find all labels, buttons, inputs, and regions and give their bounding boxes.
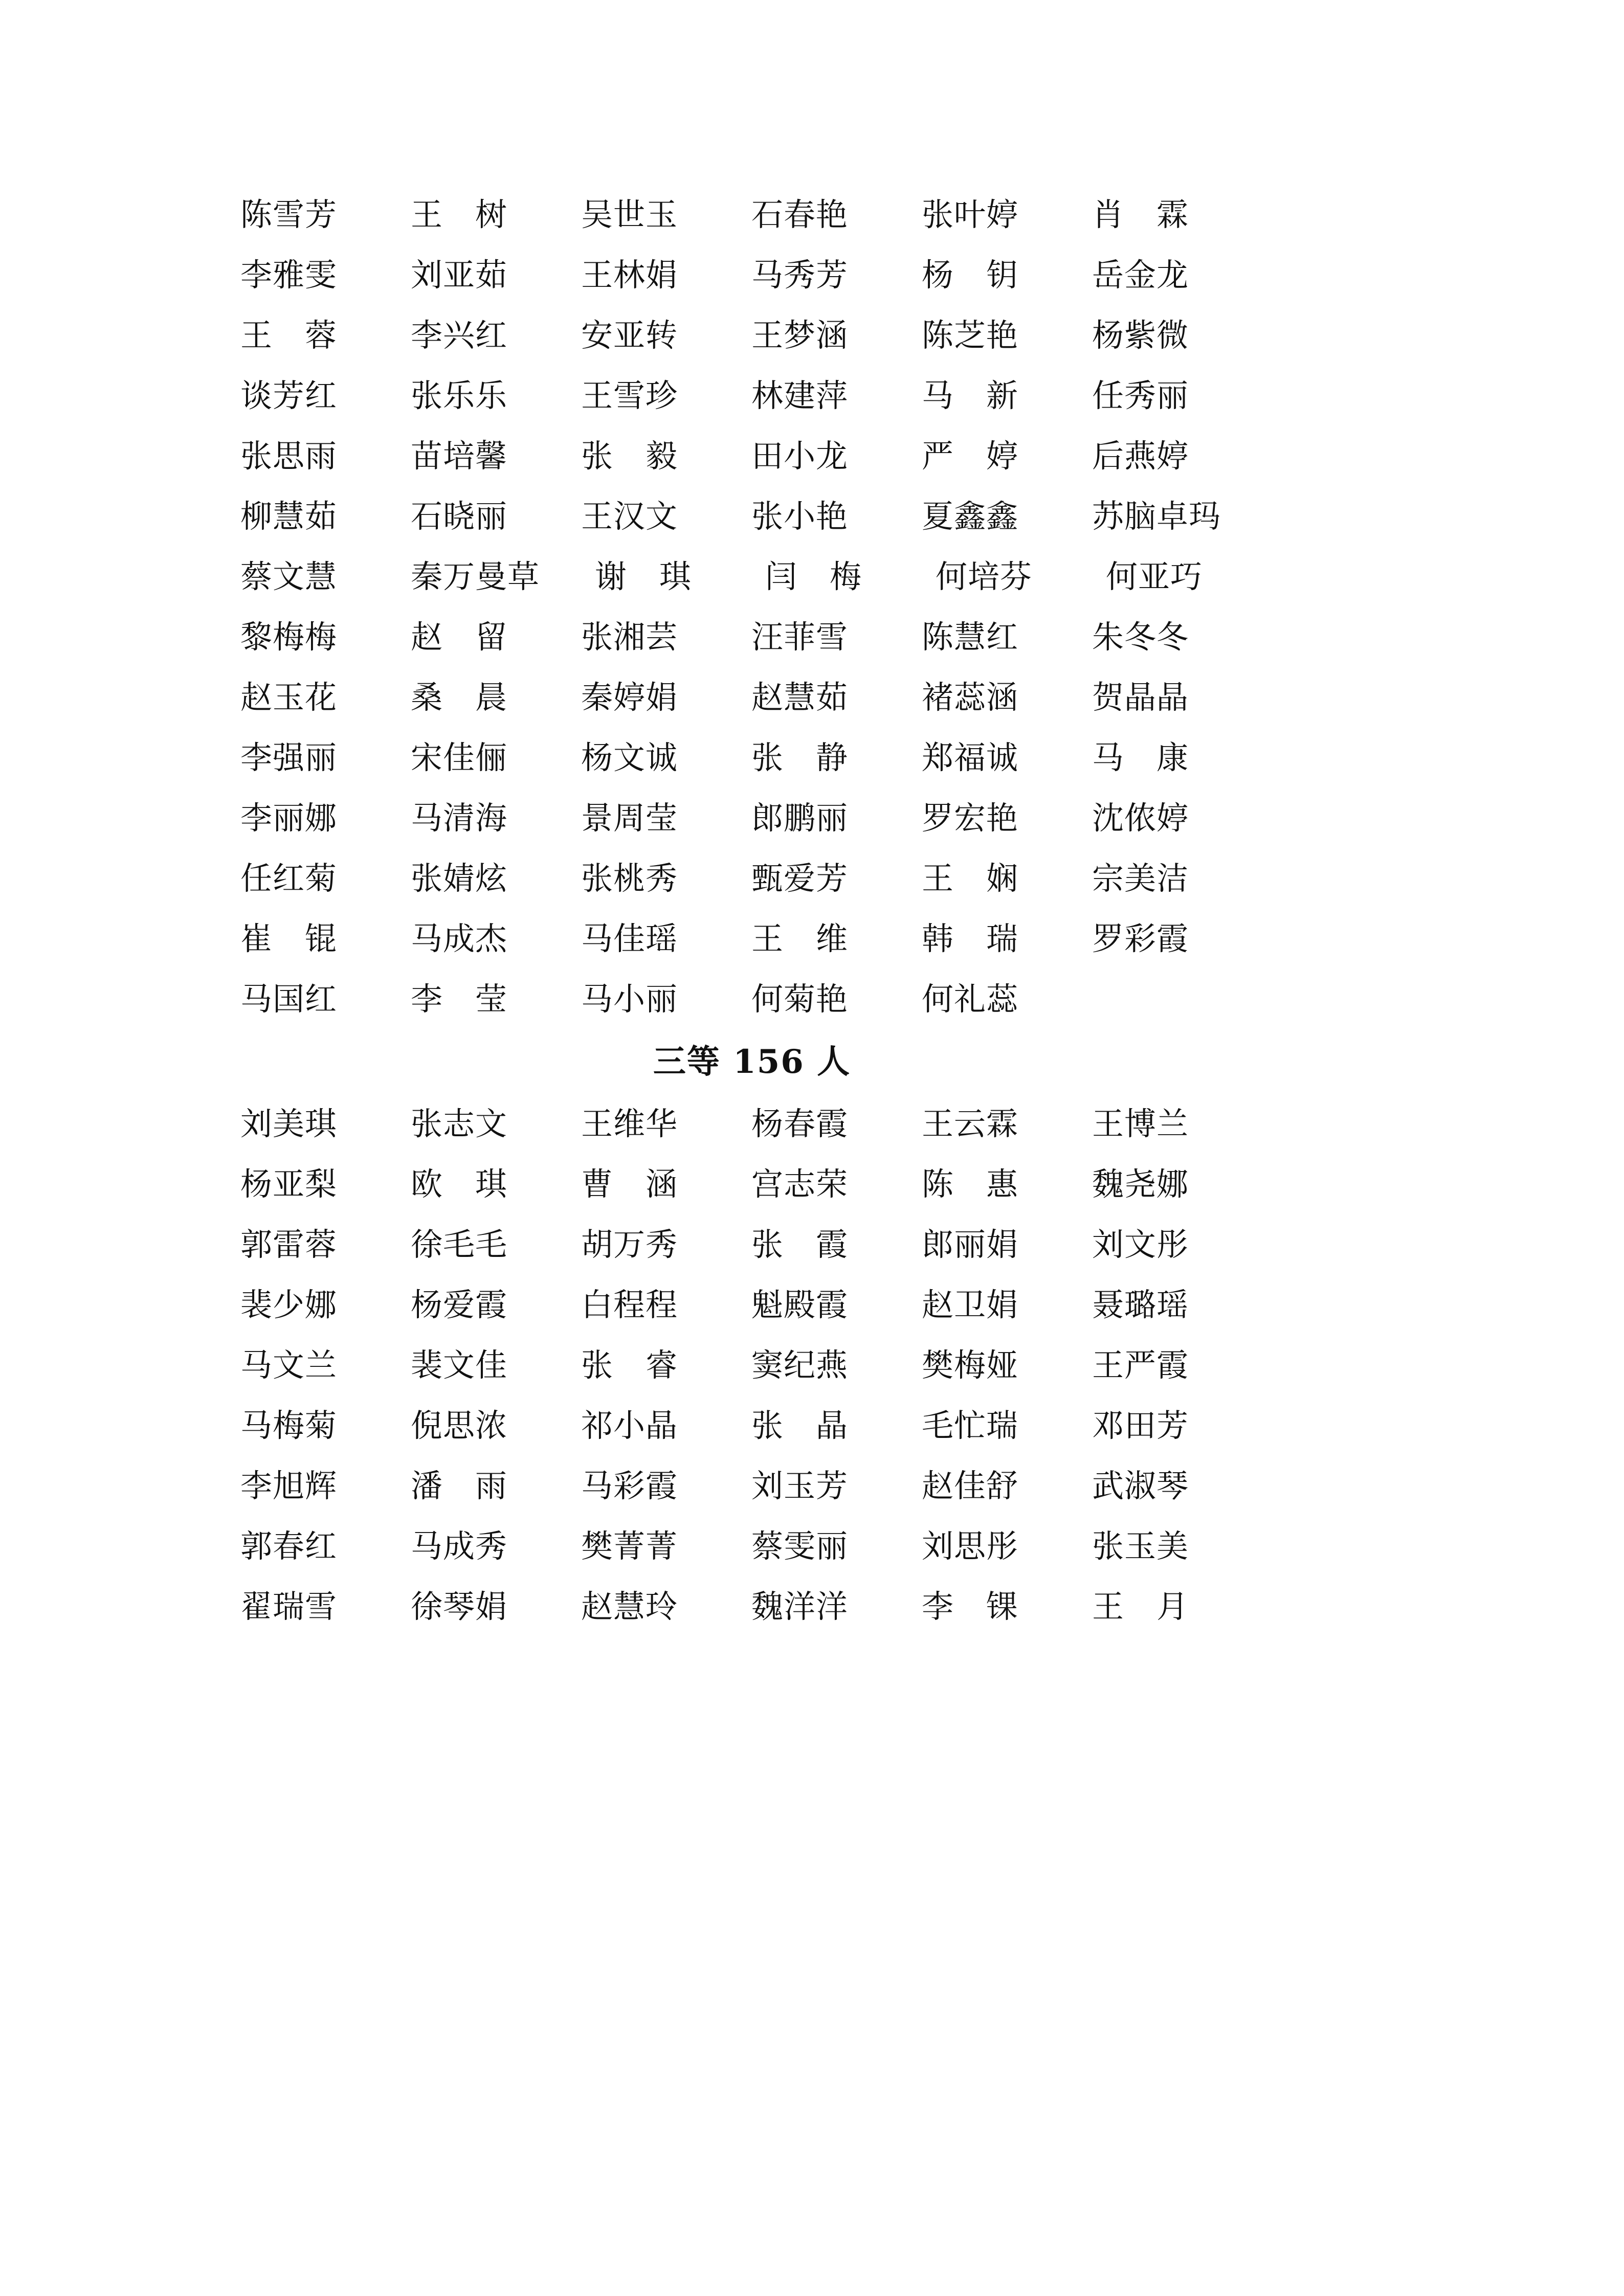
name-cell: 马 新 — [922, 377, 1019, 414]
name-cell: 张 毅 — [581, 437, 678, 475]
name-cell: 郎丽娟 — [922, 1226, 1019, 1263]
name-cell: 胡万秀 — [581, 1226, 678, 1263]
name-cell: 后燕婷 — [1092, 437, 1189, 475]
name-cell: 陈 惠 — [922, 1165, 1019, 1203]
name-cell: 罗宏艳 — [922, 799, 1019, 837]
name-cell: 陈慧红 — [922, 618, 1019, 656]
name-row — [240, 672, 1263, 723]
name-cell: 林建萍 — [751, 377, 849, 414]
name-row — [240, 491, 1263, 542]
name-row — [240, 1460, 1263, 1512]
name-row — [240, 793, 1263, 844]
name-cell: 赵慧茹 — [751, 679, 849, 716]
name-cell: 何培芬 — [936, 558, 1033, 595]
name-row — [240, 853, 1263, 904]
name-row — [240, 1340, 1263, 1391]
name-cell: 苗培馨 — [411, 437, 508, 475]
name-row — [240, 913, 1263, 964]
name-cell: 甄爱芳 — [751, 860, 849, 897]
name-cell: 苏脑卓玛 — [1092, 498, 1221, 535]
name-cell: 任红菊 — [240, 860, 338, 897]
name-cell: 李 莹 — [411, 980, 508, 1018]
name-cell: 樊梅娅 — [922, 1346, 1019, 1384]
name-cell: 朱冬冬 — [1092, 618, 1189, 656]
name-cell: 夏鑫鑫 — [922, 498, 1019, 535]
name-cell: 王梦涵 — [751, 317, 849, 354]
name-cell: 魏洋洋 — [751, 1588, 849, 1625]
name-cell: 张 睿 — [581, 1346, 678, 1384]
name-cell: 张志文 — [411, 1105, 508, 1142]
name-cell: 杨 钥 — [922, 256, 1019, 294]
name-cell: 刘玉芳 — [751, 1467, 849, 1504]
name-cell: 郑福诚 — [922, 739, 1019, 776]
name-cell: 裴文佳 — [411, 1346, 508, 1384]
name-cell: 王博兰 — [1092, 1105, 1189, 1142]
name-cell: 赵 留 — [411, 618, 508, 656]
name-cell: 宗美洁 — [1092, 860, 1189, 897]
name-cell: 李旭辉 — [240, 1467, 338, 1504]
name-cell: 祁小晶 — [581, 1407, 678, 1444]
name-row — [240, 250, 1263, 301]
name-cell: 马小丽 — [581, 980, 678, 1018]
name-cell: 马梅菊 — [240, 1407, 338, 1444]
section-heading: 三等 156 人 — [653, 1043, 851, 1081]
name-cell: 马国红 — [240, 980, 338, 1018]
name-cell: 王云霖 — [922, 1105, 1019, 1142]
name-cell: 聂璐瑶 — [1092, 1286, 1189, 1323]
name-cell: 田小龙 — [751, 437, 849, 475]
name-cell: 张叶婷 — [922, 196, 1019, 233]
name-cell: 王严霞 — [1092, 1346, 1189, 1384]
name-cell: 杨紫微 — [1092, 317, 1189, 354]
name-row — [240, 370, 1263, 421]
name-cell: 刘思彤 — [922, 1527, 1019, 1565]
name-cell: 赵玉花 — [240, 679, 338, 716]
name-cell: 褚蕊涵 — [922, 679, 1019, 716]
name-cell: 张乐乐 — [411, 377, 508, 414]
name-cell: 魏尧娜 — [1092, 1165, 1189, 1203]
name-cell: 韩 瑞 — [922, 920, 1019, 957]
name-cell: 陈雪芳 — [240, 196, 338, 233]
name-cell: 马成秀 — [411, 1527, 508, 1565]
name-cell: 何菊艳 — [751, 980, 849, 1018]
name-cell: 安亚转 — [581, 317, 678, 354]
name-cell: 张桃秀 — [581, 860, 678, 897]
name-cell: 赵佳舒 — [922, 1467, 1019, 1504]
name-cell: 王 维 — [751, 920, 849, 957]
name-row — [240, 974, 1263, 1025]
name-cell: 王汉文 — [581, 498, 678, 535]
name-cell: 蔡文慧 — [240, 558, 338, 595]
name-cell: 贺晶晶 — [1092, 679, 1189, 716]
name-cell: 李 锞 — [922, 1588, 1019, 1625]
name-cell: 李强丽 — [240, 739, 338, 776]
name-cell: 张 晶 — [751, 1407, 849, 1444]
name-cell: 徐毛毛 — [411, 1226, 508, 1263]
name-cell: 邓田芳 — [1092, 1407, 1189, 1444]
name-cell: 谢 琪 — [595, 558, 692, 595]
name-cell: 蔡雯丽 — [751, 1527, 849, 1565]
name-cell: 柳慧茹 — [240, 498, 338, 535]
name-cell: 何亚巧 — [1106, 558, 1203, 595]
name-cell: 潘 雨 — [411, 1467, 508, 1504]
name-cell: 杨文诚 — [581, 739, 678, 776]
name-cell: 杨爱霞 — [411, 1286, 508, 1323]
name-cell: 郭雷蓉 — [240, 1226, 338, 1263]
names-block — [240, 1098, 1263, 1632]
names-content — [240, 189, 1471, 1632]
name-cell: 吴世玉 — [581, 196, 678, 233]
name-cell: 武淑琴 — [1092, 1467, 1189, 1504]
name-cell: 石晓丽 — [411, 498, 508, 535]
name-cell: 汪菲雪 — [751, 618, 849, 656]
name-cell: 石春艳 — [751, 196, 849, 233]
name-row — [240, 1400, 1263, 1451]
name-row — [240, 1219, 1263, 1270]
name-cell: 翟瑞雪 — [240, 1588, 338, 1625]
name-cell: 刘文彤 — [1092, 1226, 1189, 1263]
name-cell: 李雅雯 — [240, 256, 338, 294]
names-block — [240, 189, 1263, 1025]
name-cell: 马文兰 — [240, 1346, 338, 1384]
name-cell: 岳金龙 — [1092, 256, 1189, 294]
name-cell: 王 蓉 — [240, 317, 338, 354]
name-row — [240, 431, 1263, 482]
name-cell: 张玉美 — [1092, 1527, 1189, 1565]
name-cell: 魁殿霞 — [751, 1286, 849, 1323]
name-cell: 王 树 — [411, 196, 508, 233]
name-cell: 张湘芸 — [581, 618, 678, 656]
name-cell: 张思雨 — [240, 437, 338, 475]
name-cell: 王雪珍 — [581, 377, 678, 414]
name-cell: 马秀芳 — [751, 256, 849, 294]
name-cell: 张 静 — [751, 739, 849, 776]
name-cell: 王 娴 — [922, 860, 1019, 897]
name-row — [240, 1279, 1263, 1331]
name-cell: 郎鹏丽 — [751, 799, 849, 837]
name-cell: 白程程 — [581, 1286, 678, 1323]
name-cell: 毛忙瑞 — [922, 1407, 1019, 1444]
name-cell: 马 康 — [1092, 739, 1189, 776]
name-cell: 欧 琪 — [411, 1165, 508, 1203]
name-row — [240, 1581, 1263, 1632]
name-cell: 李丽娜 — [240, 799, 338, 837]
name-cell: 李兴红 — [411, 317, 508, 354]
name-cell: 桑 晨 — [411, 679, 508, 716]
name-cell: 倪思浓 — [411, 1407, 508, 1444]
name-row — [240, 551, 1263, 602]
name-cell: 马佳瑶 — [581, 920, 678, 957]
name-cell: 张婧炫 — [411, 860, 508, 897]
name-cell: 张 霞 — [751, 1226, 849, 1263]
name-cell: 窦纪燕 — [751, 1346, 849, 1384]
name-cell: 刘亚茹 — [411, 256, 508, 294]
name-cell: 赵卫娟 — [922, 1286, 1019, 1323]
name-cell: 樊菁菁 — [581, 1527, 678, 1565]
name-cell: 闫 梅 — [765, 558, 862, 595]
name-cell: 宫志荣 — [751, 1165, 849, 1203]
name-cell: 杨春霞 — [751, 1105, 849, 1142]
name-cell: 曹 涵 — [581, 1165, 678, 1203]
name-cell: 肖 霖 — [1092, 196, 1189, 233]
name-cell: 马成杰 — [411, 920, 508, 957]
name-cell: 裴少娜 — [240, 1286, 338, 1323]
name-cell: 何礼蕊 — [922, 980, 1019, 1018]
name-cell: 罗彩霞 — [1092, 920, 1189, 957]
name-cell: 杨亚梨 — [240, 1165, 338, 1203]
name-cell: 黎梅梅 — [240, 618, 338, 656]
name-cell: 张小艳 — [751, 498, 849, 535]
name-cell: 徐琴娟 — [411, 1588, 508, 1625]
name-row — [240, 1521, 1263, 1572]
name-cell: 陈芝艳 — [922, 317, 1019, 354]
name-cell: 刘美琪 — [240, 1105, 338, 1142]
name-cell: 王维华 — [581, 1105, 678, 1142]
name-row — [240, 1159, 1263, 1210]
name-cell: 任秀丽 — [1092, 377, 1189, 414]
name-row — [240, 732, 1263, 783]
name-cell: 谈芳红 — [240, 377, 338, 414]
name-row — [240, 189, 1263, 240]
name-row — [240, 310, 1263, 361]
name-row — [240, 1098, 1263, 1150]
name-cell: 王 月 — [1092, 1588, 1189, 1625]
name-row — [240, 612, 1263, 663]
name-cell: 马清海 — [411, 799, 508, 837]
name-cell: 崔 锟 — [240, 920, 338, 957]
name-cell: 马彩霞 — [581, 1467, 678, 1504]
name-cell: 赵慧玲 — [581, 1588, 678, 1625]
name-cell: 王林娟 — [581, 256, 678, 294]
name-cell: 秦万曼草 — [411, 558, 540, 595]
name-cell: 景周莹 — [581, 799, 678, 837]
name-cell: 郭春红 — [240, 1527, 338, 1565]
name-cell: 严 婷 — [922, 437, 1019, 475]
name-cell: 宋佳俪 — [411, 739, 508, 776]
name-cell: 沈侬婷 — [1092, 799, 1189, 837]
name-cell: 秦婷娟 — [581, 679, 678, 716]
